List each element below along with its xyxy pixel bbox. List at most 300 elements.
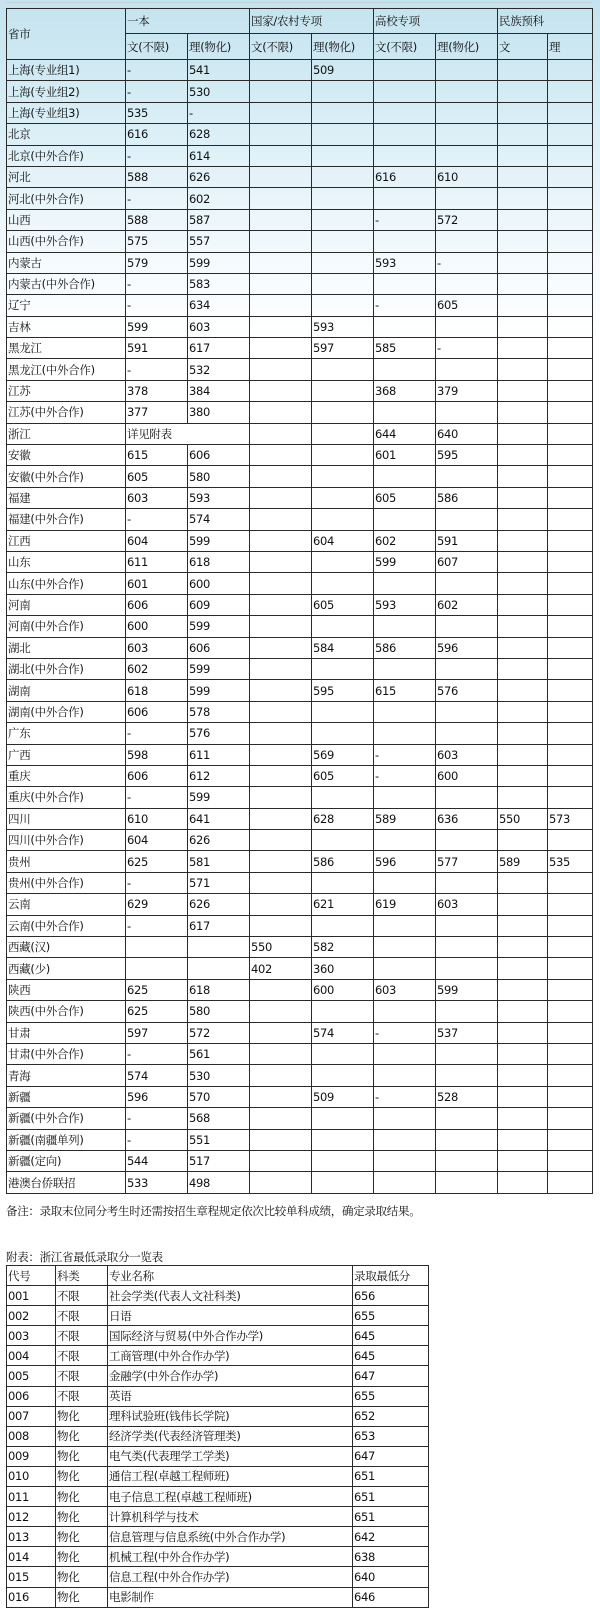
score-cell: 588 [126, 166, 188, 187]
score-cell [436, 787, 498, 808]
score-cell: 599 [188, 616, 250, 637]
score-cell [436, 616, 498, 637]
province-cell: 河南(中外合作) [7, 616, 126, 637]
appendix-row [7, 1466, 429, 1486]
province-cell: 北京(中外合作) [7, 145, 126, 166]
score-cell [498, 573, 548, 594]
score-cell [498, 338, 548, 359]
score-cell [498, 423, 548, 444]
score-cell: 537 [436, 1022, 498, 1043]
province-cell: 安徽 [7, 445, 126, 466]
province-cell: 江苏 [7, 380, 126, 401]
score-cell: 625 [126, 1001, 188, 1022]
table-row [7, 124, 593, 145]
category-cell: 不限 [56, 1366, 108, 1386]
score-cell: 600 [126, 616, 188, 637]
score-cell [498, 402, 548, 423]
score-cell [548, 530, 593, 551]
category-cell: 物化 [56, 1466, 108, 1486]
table-row [7, 1065, 593, 1086]
category-cell: 不限 [56, 1306, 108, 1326]
score-cell: 581 [188, 851, 250, 872]
score-cell [498, 1172, 548, 1193]
table-row [7, 787, 593, 808]
score-cell [250, 402, 312, 423]
appendix-row [7, 1366, 429, 1386]
score-cell [374, 81, 436, 102]
province-cell: 四川 [7, 808, 126, 829]
category-cell: 物化 [56, 1487, 108, 1507]
province-cell: 湖北 [7, 637, 126, 658]
province-cell: 江西 [7, 530, 126, 551]
province-cell: 贵州(中外合作) [7, 872, 126, 893]
group-header-national-rural: 国家/农村专项 [250, 9, 374, 34]
score-cell: 617 [188, 915, 250, 936]
score-cell [498, 979, 548, 1000]
score-cell [374, 466, 436, 487]
score-cell [250, 60, 312, 81]
province-cell: 云南(中外合作) [7, 915, 126, 936]
score-cell [436, 402, 498, 423]
score-cell [498, 166, 548, 187]
score-cell: 599 [374, 551, 436, 572]
score-cell [548, 1129, 593, 1150]
score-cell: 612 [188, 765, 250, 786]
zhejiang-appendix-table [6, 1265, 429, 1608]
province-cell: 湖南 [7, 680, 126, 701]
top-divider [6, 2, 592, 3]
score-cell: 634 [188, 295, 250, 316]
score-cell: 580 [188, 466, 250, 487]
admission-score-table [6, 8, 593, 1194]
score-cell [548, 402, 593, 423]
major-code-cell: 011 [7, 1487, 56, 1507]
score-cell [312, 701, 374, 722]
score-cell: 530 [188, 81, 250, 102]
score-cell: - [126, 1108, 188, 1129]
score-cell [498, 209, 548, 230]
score-cell [548, 1001, 593, 1022]
score-cell [548, 915, 593, 936]
province-cell: 云南 [7, 894, 126, 915]
score-cell: 579 [126, 252, 188, 273]
score-cell: 574 [312, 1022, 374, 1043]
appendix-row [7, 1386, 429, 1406]
score-cell [498, 231, 548, 252]
score-cell [548, 273, 593, 294]
score-cell [436, 81, 498, 102]
table-row [7, 616, 593, 637]
score-cell [548, 701, 593, 722]
score-cell [436, 316, 498, 337]
table-row [7, 295, 593, 316]
score-cell [498, 701, 548, 722]
table-row [7, 551, 593, 572]
score-cell: - [126, 787, 188, 808]
score-cell [312, 166, 374, 187]
score-cell: - [126, 915, 188, 936]
score-cell: 600 [188, 573, 250, 594]
score-cell [374, 872, 436, 893]
province-cell: 内蒙古 [7, 252, 126, 273]
score-cell [312, 273, 374, 294]
score-cell: 603 [436, 894, 498, 915]
min-score-cell: 651 [353, 1487, 429, 1507]
score-cell [250, 658, 312, 679]
table-row [7, 1150, 593, 1171]
major-code-cell: 003 [7, 1326, 56, 1346]
score-cell [548, 979, 593, 1000]
group-header-yiben: 一本 [126, 9, 250, 34]
score-cell: 596 [436, 637, 498, 658]
major-code-cell: 006 [7, 1386, 56, 1406]
score-cell [312, 295, 374, 316]
table-row [7, 1108, 593, 1129]
score-cell: 533 [126, 1172, 188, 1193]
score-cell: 595 [312, 680, 374, 701]
score-cell [498, 1022, 548, 1043]
score-cell: 601 [374, 445, 436, 466]
table-row [7, 487, 593, 508]
score-cell: 606 [126, 594, 188, 615]
score-cell [548, 937, 593, 958]
table-row [7, 316, 593, 337]
score-cell: 596 [374, 851, 436, 872]
province-cell: 新疆(中外合作) [7, 1108, 126, 1129]
score-cell [498, 551, 548, 572]
score-cell: 575 [126, 231, 188, 252]
score-cell [250, 616, 312, 637]
subheader: 文(不限) [250, 34, 312, 60]
score-cell: 604 [126, 830, 188, 851]
score-cell [548, 680, 593, 701]
score-cell: 607 [436, 551, 498, 572]
province-cell: 河北 [7, 166, 126, 187]
table-row [7, 1022, 593, 1043]
score-cell [436, 102, 498, 123]
score-cell [374, 231, 436, 252]
major-name-cell: 社会学类(代表人文社科类) [108, 1286, 353, 1306]
score-cell [374, 145, 436, 166]
major-name-cell: 英语 [108, 1386, 353, 1406]
score-cell [250, 380, 312, 401]
table-row [7, 231, 593, 252]
score-cell: - [126, 188, 188, 209]
score-cell [436, 958, 498, 979]
subheader: 文(不限) [126, 34, 188, 60]
appendix-row [7, 1567, 429, 1587]
province-cell: 湖南(中外合作) [7, 701, 126, 722]
score-cell [548, 445, 593, 466]
score-cell: 626 [188, 166, 250, 187]
score-cell: 578 [188, 701, 250, 722]
table-row [7, 252, 593, 273]
score-cell [250, 1043, 312, 1064]
score-cell: 530 [188, 1065, 250, 1086]
score-cell [374, 937, 436, 958]
score-cell [250, 744, 312, 765]
score-cell: 589 [374, 808, 436, 829]
score-cell: 532 [188, 359, 250, 380]
score-cell: 379 [436, 380, 498, 401]
score-cell: 571 [188, 872, 250, 893]
score-cell [548, 338, 593, 359]
score-cell [436, 1108, 498, 1129]
table-row [7, 60, 593, 81]
score-cell: 615 [126, 445, 188, 466]
score-cell [312, 359, 374, 380]
score-cell [374, 273, 436, 294]
score-cell: 628 [312, 808, 374, 829]
score-cell: - [126, 145, 188, 166]
score-cell: 573 [548, 808, 593, 829]
major-code-cell: 016 [7, 1587, 56, 1607]
score-cell [250, 979, 312, 1000]
min-score-cell: 646 [353, 1587, 429, 1607]
score-cell [250, 509, 312, 530]
score-cell: 640 [436, 423, 498, 444]
score-cell: - [374, 295, 436, 316]
score-cell [374, 60, 436, 81]
score-cell [250, 466, 312, 487]
score-cell [498, 744, 548, 765]
score-cell [548, 145, 593, 166]
major-name-cell: 计算机科学与技术 [108, 1507, 353, 1527]
appendix-body [7, 1266, 429, 1608]
score-cell: 625 [126, 851, 188, 872]
score-cell: 619 [374, 894, 436, 915]
province-header: 省市 [7, 9, 126, 60]
score-cell [436, 1043, 498, 1064]
major-name-cell: 日语 [108, 1306, 353, 1326]
score-cell [312, 145, 374, 166]
score-cell [548, 188, 593, 209]
score-cell: 602 [126, 658, 188, 679]
score-cell [250, 423, 312, 444]
major-code-cell: 015 [7, 1567, 56, 1587]
province-cell: 山东 [7, 551, 126, 572]
province-cell: 贵州 [7, 851, 126, 872]
score-cell [498, 937, 548, 958]
score-cell: 604 [126, 530, 188, 551]
score-cell: 603 [436, 744, 498, 765]
score-cell [498, 445, 548, 466]
score-cell: 625 [126, 979, 188, 1000]
score-cell [312, 1129, 374, 1150]
score-cell [312, 723, 374, 744]
score-cell: 585 [374, 338, 436, 359]
score-cell: 605 [312, 594, 374, 615]
score-cell [250, 1001, 312, 1022]
min-score-cell: 647 [353, 1446, 429, 1466]
province-cell: 西藏(汉) [7, 937, 126, 958]
category-cell: 不限 [56, 1346, 108, 1366]
province-cell: 甘肃 [7, 1022, 126, 1043]
appendix-header-min-score: 录取最低分 [353, 1266, 429, 1286]
score-cell [312, 445, 374, 466]
score-cell [312, 658, 374, 679]
score-cell [374, 658, 436, 679]
score-cell: 587 [188, 209, 250, 230]
province-cell: 辽宁 [7, 295, 126, 316]
score-cell [374, 1172, 436, 1193]
score-cell [374, 915, 436, 936]
min-score-cell: 656 [353, 1286, 429, 1306]
table-row [7, 209, 593, 230]
score-cell: 550 [250, 937, 312, 958]
score-cell: - [374, 1022, 436, 1043]
score-cell: 621 [312, 894, 374, 915]
score-cell: - [126, 872, 188, 893]
score-cell [548, 616, 593, 637]
score-cell: 550 [498, 808, 548, 829]
score-cell: - [436, 252, 498, 273]
score-cell [312, 487, 374, 508]
score-cell [250, 209, 312, 230]
score-cell: 644 [374, 423, 436, 444]
province-cell: 上海(专业组3) [7, 102, 126, 123]
score-cell [498, 1129, 548, 1150]
province-cell: 上海(专业组2) [7, 81, 126, 102]
score-cell [312, 188, 374, 209]
score-cell: 568 [188, 1108, 250, 1129]
province-cell: 广东 [7, 723, 126, 744]
score-cell: 574 [188, 509, 250, 530]
appendix-row [7, 1346, 429, 1366]
score-cell [498, 915, 548, 936]
score-cell: 611 [188, 744, 250, 765]
table-row [7, 273, 593, 294]
score-cell [498, 616, 548, 637]
table-row [7, 979, 593, 1000]
score-cell [250, 765, 312, 786]
score-cell: 599 [188, 787, 250, 808]
min-score-cell: 645 [353, 1326, 429, 1346]
category-cell: 物化 [56, 1507, 108, 1527]
subheader: 文(不限) [374, 34, 436, 60]
major-name-cell: 电影制作 [108, 1587, 353, 1607]
score-cell: 604 [312, 530, 374, 551]
score-cell: 595 [436, 445, 498, 466]
score-cell [548, 509, 593, 530]
score-cell [436, 145, 498, 166]
score-cell [250, 445, 312, 466]
merged-score-cell: 详见附表 [126, 423, 250, 444]
min-score-cell: 652 [353, 1406, 429, 1426]
score-cell: 593 [312, 316, 374, 337]
score-cell [250, 701, 312, 722]
score-cell [250, 145, 312, 166]
score-cell [250, 252, 312, 273]
table-row [7, 680, 593, 701]
score-cell [498, 252, 548, 273]
score-cell [548, 551, 593, 572]
appendix-header-category: 科类 [56, 1266, 108, 1286]
score-cell [312, 102, 374, 123]
score-cell [374, 958, 436, 979]
table-row [7, 1001, 593, 1022]
score-cell [312, 551, 374, 572]
score-cell [498, 487, 548, 508]
category-cell: 不限 [56, 1386, 108, 1406]
appendix-row [7, 1426, 429, 1446]
score-cell: 541 [188, 60, 250, 81]
score-cell [436, 466, 498, 487]
score-cell [436, 124, 498, 145]
score-cell [250, 894, 312, 915]
score-cell [498, 359, 548, 380]
score-cell [374, 316, 436, 337]
score-cell [374, 701, 436, 722]
score-cell [436, 937, 498, 958]
score-cell: 606 [126, 701, 188, 722]
score-cell [498, 188, 548, 209]
major-code-cell: 005 [7, 1366, 56, 1386]
score-cell: 598 [126, 744, 188, 765]
score-cell: 544 [126, 1150, 188, 1171]
score-cell [250, 124, 312, 145]
appendix-header-row [7, 1266, 429, 1286]
appendix-header-code: 代号 [7, 1266, 56, 1286]
score-cell [250, 530, 312, 551]
score-cell [374, 509, 436, 530]
score-cell: 606 [126, 765, 188, 786]
score-cell [250, 1065, 312, 1086]
score-cell: - [126, 295, 188, 316]
score-cell [498, 680, 548, 701]
province-cell: 河北(中外合作) [7, 188, 126, 209]
table-row [7, 1043, 593, 1064]
appendix-row [7, 1306, 429, 1326]
score-cell: - [126, 273, 188, 294]
province-cell: 安徽(中外合作) [7, 466, 126, 487]
score-cell [436, 60, 498, 81]
score-cell [436, 231, 498, 252]
score-cell: - [126, 1043, 188, 1064]
score-cell: 384 [188, 380, 250, 401]
score-cell [312, 573, 374, 594]
score-cell [250, 295, 312, 316]
header-row-groups [7, 9, 593, 34]
score-cell: 586 [436, 487, 498, 508]
score-cell: 572 [188, 1022, 250, 1043]
score-cell [548, 209, 593, 230]
score-cell [436, 1150, 498, 1171]
score-cell [548, 658, 593, 679]
score-cell [250, 872, 312, 893]
province-cell: 上海(专业组1) [7, 60, 126, 81]
province-cell: 西藏(少) [7, 958, 126, 979]
min-score-cell: 645 [353, 1346, 429, 1366]
province-cell: 港澳台侨联招 [7, 1172, 126, 1193]
score-cell [548, 81, 593, 102]
category-cell: 物化 [56, 1547, 108, 1567]
score-cell [548, 894, 593, 915]
score-cell [250, 723, 312, 744]
score-cell: 628 [188, 124, 250, 145]
score-cell [548, 252, 593, 273]
score-cell: 603 [374, 979, 436, 1000]
score-cell: 378 [126, 380, 188, 401]
score-cell: 626 [188, 830, 250, 851]
score-cell [250, 316, 312, 337]
appendix-title: 附表：浙江省最低录取分一览表 [6, 1250, 163, 1264]
table-row [7, 958, 593, 979]
score-cell [374, 1150, 436, 1171]
table-row [7, 594, 593, 615]
score-cell [250, 188, 312, 209]
score-cell [374, 1108, 436, 1129]
